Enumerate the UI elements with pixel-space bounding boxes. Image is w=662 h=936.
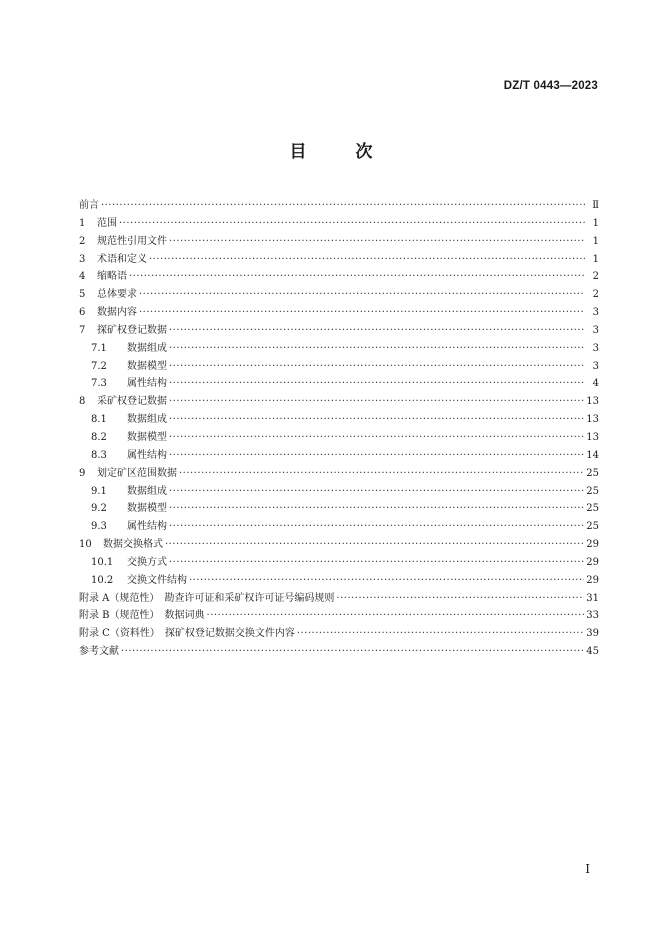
toc-entry-label: 前言 (79, 200, 99, 211)
toc-entry-page: 39 (586, 628, 599, 640)
toc-leader-dots (101, 200, 585, 211)
toc-entry-page: 2 (592, 289, 599, 301)
table-of-contents (79, 196, 599, 660)
toc-leader-dots (119, 218, 585, 229)
toc-entry-number: 6 (79, 307, 86, 319)
toc-entry-label: 总体要求 (97, 289, 137, 301)
toc-entry-number: 8 (79, 396, 86, 408)
toc-entry-label: 缩略语 (97, 271, 127, 283)
toc-entry-label: 探矿权登记数据 (97, 324, 167, 336)
toc-entry-number: 7.2 (91, 360, 107, 372)
toc-entry-page: 14 (586, 449, 599, 461)
toc-leader-dots (139, 307, 585, 318)
toc-entry-page: 3 (592, 307, 599, 319)
toc-entry[interactable] (79, 303, 599, 321)
toc-entry-page: 25 (586, 485, 599, 497)
toc-entry[interactable] (79, 428, 599, 446)
toc-entry-label: 数据组成 (127, 342, 167, 354)
toc-entry-label: 交换方式 (127, 556, 167, 568)
toc-leader-dots (189, 575, 584, 586)
toc-entry[interactable] (79, 499, 599, 517)
toc-entry-page: 33 (586, 610, 599, 622)
toc-leader-dots (169, 503, 584, 514)
toc-entry-page: Ⅱ (592, 200, 599, 211)
toc-entry-number: 10 (79, 539, 92, 551)
toc-entry-label: 附录 C（资料性） 探矿权登记数据交换文件内容 (79, 628, 295, 640)
toc-entry[interactable] (79, 285, 599, 303)
toc-entry-label: 采矿权登记数据 (97, 396, 167, 408)
toc-entry[interactable] (79, 339, 599, 357)
toc-entry-label: 数据内容 (97, 307, 137, 319)
toc-entry[interactable] (79, 642, 599, 660)
toc-entry-page: 29 (586, 539, 599, 551)
toc-entry[interactable] (79, 321, 599, 339)
toc-leader-dots (169, 450, 584, 461)
toc-leader-dots (169, 361, 585, 372)
toc-entry-label: 属性结构 (127, 449, 167, 461)
toc-leader-dots (169, 432, 584, 443)
toc-entry-page: 29 (586, 556, 599, 568)
toc-entry[interactable] (79, 357, 599, 375)
toc-entry-page: 1 (592, 217, 599, 229)
toc-entry-number: 1 (79, 217, 86, 229)
toc-entry-page: 25 (586, 467, 599, 479)
toc-leader-dots (207, 610, 585, 621)
toc-entry-number: 9.3 (91, 521, 107, 533)
toc-entry[interactable] (79, 392, 599, 410)
toc-leader-dots (169, 521, 584, 532)
toc-entry-label: 数据模型 (127, 503, 167, 515)
toc-entry-label: 附录 B（规范性） 数据词典 (79, 610, 205, 622)
toc-entry-label: 规范性引用文件 (97, 235, 167, 247)
toc-entry-number: 10.2 (91, 574, 114, 586)
toc-entry-page: 3 (592, 342, 599, 354)
toc-leader-dots (169, 486, 584, 497)
toc-entry-label: 附录 A（规范性） 勘查许可证和采矿权许可证号编码规则 (79, 592, 335, 604)
toc-entry-page: 1 (592, 253, 599, 265)
toc-entry-label: 范围 (97, 217, 117, 229)
toc-entry-label: 属性结构 (127, 378, 167, 390)
toc-entry-number: 4 (79, 271, 86, 283)
standard-code: DZ/T 0443—2023 (503, 80, 598, 92)
toc-leader-dots (139, 289, 585, 300)
toc-leader-dots (169, 396, 584, 407)
toc-entry-number: 9 (79, 467, 86, 479)
toc-entry-page: 29 (586, 574, 599, 586)
toc-leader-dots (149, 254, 585, 265)
toc-entry-label: 数据组成 (127, 485, 167, 497)
toc-entry-label: 数据模型 (127, 431, 167, 443)
toc-leader-dots (179, 468, 584, 479)
toc-entry-page: 45 (586, 646, 599, 658)
toc-entry-number: 3 (79, 253, 86, 265)
toc-leader-dots (169, 236, 585, 247)
toc-entry[interactable] (79, 446, 599, 464)
toc-entry-number: 10.1 (91, 556, 114, 568)
toc-entry-page: 13 (586, 431, 599, 443)
page-title: 目 次 (289, 142, 389, 162)
toc-entry-number: 5 (79, 289, 86, 301)
toc-entry[interactable] (79, 374, 599, 392)
toc-entry-label: 属性结构 (127, 521, 167, 533)
toc-entry[interactable] (79, 606, 599, 624)
toc-leader-dots (169, 378, 585, 389)
toc-entry[interactable] (79, 214, 599, 232)
toc-entry[interactable] (79, 589, 599, 607)
toc-entry-label: 参考文献 (79, 646, 119, 658)
toc-leader-dots (121, 646, 584, 657)
toc-leader-dots (169, 414, 584, 425)
toc-entry-page: 3 (592, 324, 599, 336)
toc-entry-label: 术语和定义 (97, 253, 147, 265)
toc-entry-number: 9.2 (91, 503, 107, 515)
toc-leader-dots (297, 628, 584, 639)
toc-entry[interactable] (79, 232, 599, 250)
toc-entry[interactable] (79, 410, 599, 428)
toc-entry[interactable] (79, 250, 599, 268)
toc-entry[interactable] (79, 624, 599, 642)
toc-entry[interactable] (79, 535, 599, 553)
toc-entry-label: 数据交换格式 (103, 539, 163, 551)
toc-entry-number: 8.3 (91, 449, 107, 461)
toc-entry-number: 2 (79, 235, 86, 247)
toc-entry[interactable] (79, 517, 599, 535)
toc-entry-label: 划定矿区范围数据 (97, 467, 177, 479)
toc-entry-page: 1 (592, 235, 599, 247)
toc-entry-number: 7.1 (91, 342, 107, 354)
toc-entry[interactable] (79, 553, 599, 571)
toc-entry[interactable] (79, 571, 599, 589)
toc-leader-dots (129, 271, 585, 282)
toc-leader-dots (169, 343, 585, 354)
toc-entry-page: 13 (586, 396, 599, 408)
toc-entry-label: 交换文件结构 (127, 574, 187, 586)
toc-entry-page: 2 (592, 271, 599, 283)
toc-entry-page: 31 (586, 592, 599, 604)
toc-entry-page: 3 (592, 360, 599, 372)
toc-entry-label: 数据组成 (127, 414, 167, 426)
toc-entry-number: 7 (79, 324, 86, 336)
toc-entry-number: 7.3 (91, 378, 107, 390)
toc-entry-number: 9.1 (91, 485, 107, 497)
toc-entry-number: 8.1 (91, 414, 107, 426)
toc-entry[interactable] (79, 267, 599, 285)
toc-leader-dots (169, 557, 584, 568)
toc-entry[interactable] (79, 482, 599, 500)
toc-entry-page: 4 (592, 378, 599, 390)
toc-leader-dots (169, 325, 585, 336)
toc-entry-page: 25 (586, 521, 599, 533)
toc-leader-dots (165, 539, 584, 550)
page-number: I (585, 862, 590, 876)
toc-entry-page: 13 (586, 414, 599, 426)
toc-entry-number: 8.2 (91, 431, 107, 443)
toc-entry-label: 数据模型 (127, 360, 167, 372)
toc-entry[interactable] (79, 464, 599, 482)
toc-entry[interactable] (79, 196, 599, 214)
toc-entry-page: 25 (586, 503, 599, 515)
toc-leader-dots (336, 593, 584, 604)
